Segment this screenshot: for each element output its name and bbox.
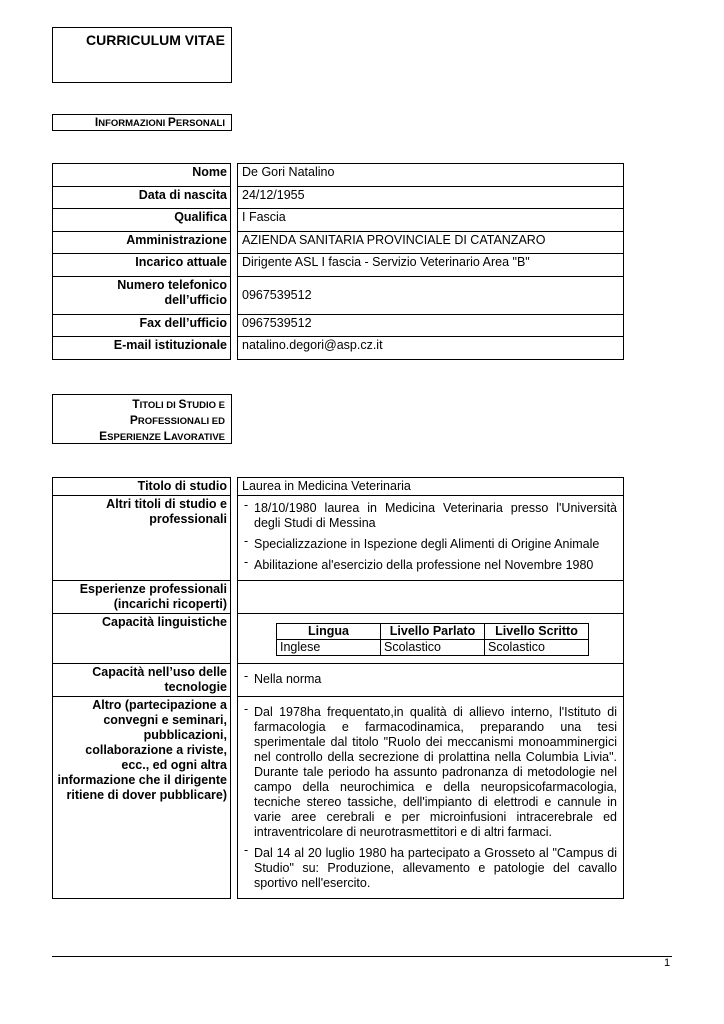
education-row-esperienze [53, 581, 624, 614]
field-label: E-mail istituzionale [53, 337, 231, 360]
field-label: Nome [53, 164, 231, 187]
cv-title-box [52, 27, 232, 83]
education-row-titolo [53, 478, 624, 496]
personal-info-table [52, 163, 624, 360]
education-row-altro [53, 697, 624, 899]
altro-label: Altro (partecipazione a convegni e seminari, pubblicazioni, collaborazione a riviste, ecc., ed ogni altra informazione che il dirigente ritiene di dover pubblicare) [53, 697, 231, 899]
section-studies-experience [52, 394, 232, 444]
esperienze-value [238, 581, 624, 614]
altri-titoli-list [242, 501, 619, 573]
language-row [277, 640, 589, 656]
field-label: Amministrazione [53, 231, 231, 254]
list-item: - Specializzazione in Ispezione degli Alimenti di Origine Animale [242, 537, 617, 552]
language-header: Lingua [277, 624, 381, 640]
field-value: De Gori Natalino [238, 164, 624, 187]
personal-info-row [53, 254, 624, 277]
tecnologie-list [242, 672, 619, 687]
language-cell: Scolastico [381, 640, 485, 656]
list-item: - Nella norma [242, 672, 617, 687]
field-label: Incarico attuale [53, 254, 231, 277]
field-value: 0967539512 [238, 314, 624, 337]
tecnologie-label: Capacità nell’uso delle tecnologie [53, 664, 231, 697]
titolo-label: Titolo di studio [53, 478, 231, 496]
field-label: Fax dell’ufficio [53, 314, 231, 337]
personal-info-row [53, 186, 624, 209]
esperienze-label: Esperienze professionali (incarichi ricoperti) [53, 581, 231, 614]
education-row-lingue [53, 614, 624, 664]
personal-info-row [53, 337, 624, 360]
education-row-altri [53, 496, 624, 581]
language-cell: Scolastico [485, 640, 589, 656]
personal-info-row [53, 314, 624, 337]
altri-titoli-label: Altri titoli di studio e professionali [53, 496, 231, 581]
list-item: - Abilitazione al'esercizio della professione nel Novembre 1980 [242, 558, 617, 573]
field-value: 24/12/1955 [238, 186, 624, 209]
personal-info-row [53, 164, 624, 187]
personal-info-row [53, 231, 624, 254]
lingue-label: Capacità linguistiche [53, 614, 231, 664]
page-number: 1 [664, 957, 671, 969]
section-heading-line: PROFESSIONALI ED [129, 413, 225, 427]
language-header: Livello Parlato [381, 624, 485, 640]
field-value: 0967539512 [238, 276, 624, 314]
cv-title: CURRICULUM VITAE [86, 32, 225, 48]
field-label: Qualifica [53, 209, 231, 232]
language-table [276, 623, 589, 656]
section-heading-line: ESPERIENZE LAVORATIVE [99, 429, 225, 443]
personal-info-row [53, 209, 624, 232]
list-item: - Dal 14 al 20 luglio 1980 ha partecipato a Grosseto al "Campus di Studio" su: Produzione, allevamento e patologie del cavallo sportivo nell'esercito. [242, 846, 617, 891]
language-cell: Inglese [277, 640, 381, 656]
field-value: natalino.degori@asp.cz.it [238, 337, 624, 360]
titolo-value: Laurea in Medicina Veterinaria [238, 478, 624, 496]
field-value: AZIENDA SANITARIA PROVINCIALE DI CATANZARO [238, 231, 624, 254]
section-personal-info: INFORMAZIONI PERSONALI [52, 114, 232, 131]
field-label: Data di nascita [53, 186, 231, 209]
footer-divider [52, 956, 672, 957]
field-value: I Fascia [238, 209, 624, 232]
personal-info-row [53, 276, 624, 314]
education-row-tecnologie [53, 664, 624, 697]
list-item: - Dal 1978ha frequentato,in qualità di allievo interno, l'Istituto di farmacologia e farmacodinamica, preparando una tesi sperimentale dal titolo "Ruolo dei meccanismi monoamminergici nel controllo della secrezione di prolattina nella Columbia Livia". Durante tale periodo ha assunto padronanza di metodologie nel campo della neurochimica e della neuropsicofarmacologia, tecniche stereo tassiche, dell'impianto di elettrodi e cannule in varie aree cerebrali e per microinfusioni intracerebrale ed intraventricolare di neurotrasmettitori e di altri farmaci. [242, 705, 617, 840]
education-table [52, 477, 624, 899]
field-label: Numero telefonico dell’ufficio [53, 276, 231, 314]
altro-list [242, 705, 619, 891]
section-heading-line: TITOLI DI STUDIO E [132, 397, 225, 411]
field-value: Dirigente ASL I fascia - Servizio Veterinario Area "B" [238, 254, 624, 277]
list-item: - 18/10/1980 laurea in Medicina Veterinaria presso l'Università degli Studi di Messina [242, 501, 617, 531]
language-header: Livello Scritto [485, 624, 589, 640]
